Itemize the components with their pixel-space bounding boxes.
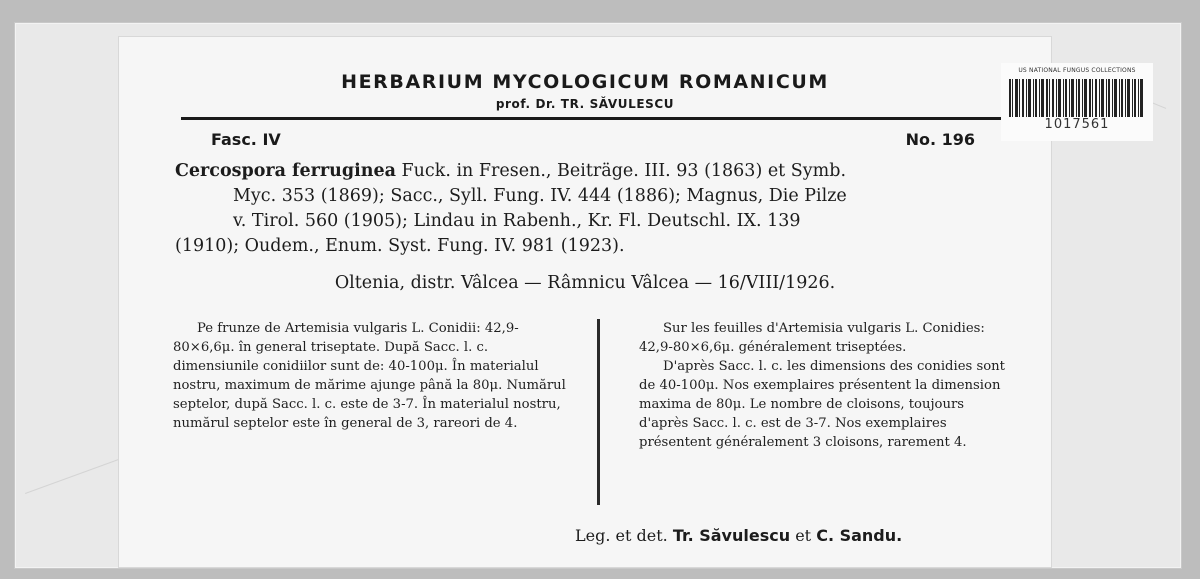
collector-name: Tr. Săvulescu — [672, 526, 791, 545]
herbarium-subtitle: prof. Dr. TR. SĂVULESCU — [495, 97, 675, 111]
description-paragraph: Pe frunze de Artemisia vulgaris L. Conidii: 42,9-80×6,6μ. în general triseptate. După Sacc. l. c. dimensiunile conidiilor sunt de: 40-100μ. În materialul nostru, maximum de mărime ajunge până la 80μ. Numărul septelor, după Sacc. l. c. este de 3-7. În materialul nostru, numărul septelor este în general de 3, rareori de 4. — [173, 321, 566, 431]
header-rule — [181, 117, 1001, 120]
citation-line: v. Tirol. 560 (1905); Lindau in Rabenh., Kr. Fl. Deutschl. IX. 139 — [233, 211, 801, 231]
collectors-conjunction: et — [795, 526, 812, 545]
catalog-number: 1017561 — [1044, 117, 1110, 132]
collector-name: C. Sandu. — [816, 526, 903, 545]
fascicle-number: Fasc. IV — [211, 130, 281, 149]
species-name: Cercospora ferruginea — [175, 161, 396, 181]
herbarium-title: HERBARIUM MYCOLOGICUM ROMANICUM — [341, 71, 829, 93]
french-description — [639, 319, 1005, 452]
barcode-caption: US NATIONAL FUNGUS COLLECTIONS — [1018, 67, 1136, 74]
citation-line: (1910); Oudem., Enum. Syst. Fung. IV. 981 (1923). — [175, 236, 625, 256]
description-paragraph: D'après Sacc. l. c. les dimensions des conidies sont de 40-100μ. Nos exemplaires présentent la dimension maxima de 80μ. Le nombre de cloisons, toujours d'après Sacc. l. c. est de 3-7. Nos exemplaires présentent généralement 3 cloisons, rarement 4. — [639, 359, 1005, 450]
exsiccata-number: No. 196 — [905, 130, 975, 149]
romanian-description — [173, 319, 573, 433]
species-citation — [175, 159, 1005, 259]
collection-locality: Oltenia, distr. Vâlcea — Râmnicu Vâlcea — 16/VIII/1926. — [334, 273, 836, 293]
collectors-prefix: Leg. et det. — [575, 526, 668, 545]
herbarium-label — [118, 36, 1136, 568]
column-divider — [597, 319, 600, 505]
description-paragraph: Sur les feuilles d'Artemisia vulgaris L. Conidies: 42,9-80×6,6μ. généralement triseptées. — [639, 321, 985, 355]
citation-line: Fuck. in Fresen., Beiträge. III. 93 (1863) et Symb. — [401, 161, 847, 181]
collectors-line — [575, 526, 902, 545]
citation-line: Myc. 353 (1869); Sacc., Syll. Fung. IV. 444 (1886); Magnus, Die Pilze — [233, 186, 847, 206]
